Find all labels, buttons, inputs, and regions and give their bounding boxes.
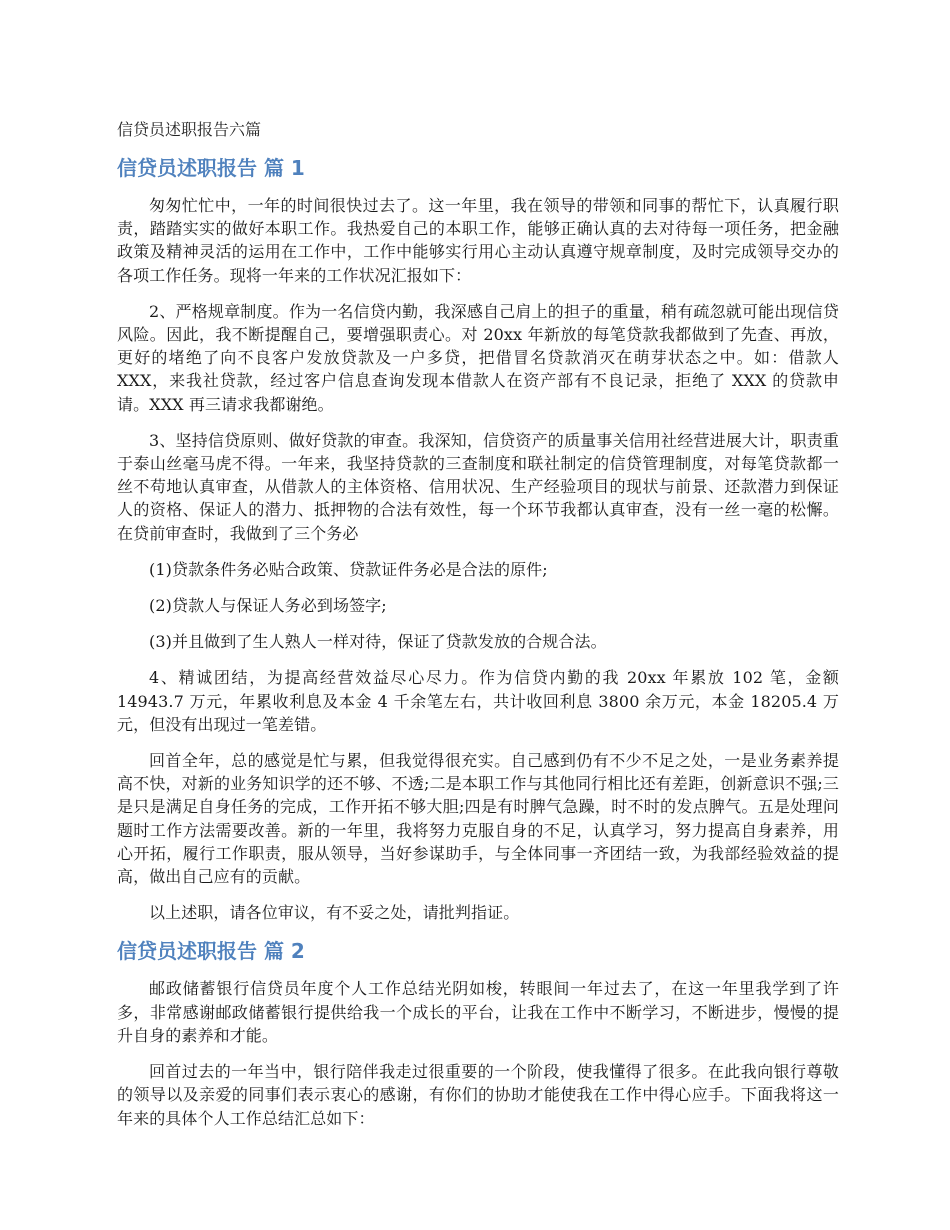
paragraph: 4、精诚团结，为提高经营效益尽心尽力。作为信贷内勤的我 20xx 年累放 102 笔，金额 14943.7 万元，年累收利息及本金 4 千余笔左右，共计收回利息 3800 余万元，本金 18205.4 万元，但没有出现过一笔差错。: [117, 668, 839, 734]
paragraph: 以上述职，请各位审议，有不妥之处，请批判指证。: [149, 903, 520, 923]
paragraph: 邮政储蓄银行信贷员年度个人工作总结光阴如梭，转眼间一年过去了，在这一年里我学到了许多，非常感谢邮政储蓄银行提供给我一个成长的平台，让我在工作中不断学习，不断进步，慢慢的提升自身的素养和才能。: [117, 979, 839, 1045]
paragraph: (3)并且做到了生人熟人一样对待，保证了贷款发放的合规合法。: [149, 632, 607, 652]
section-heading: 信贷员述职报告 篇 1: [117, 156, 305, 180]
paragraph: 3、坚持信贷原则、做好贷款的审查。我深知，信贷资产的质量事关信用社经营进展大计，职责重于泰山丝毫马虎不得。一年来，我坚持贷款的三查制度和联社制定的信贷管理制度，对每笔贷款都一丝不苟地认真审查，从借款人的主体资格、信用状况、生产经验项目的现状与前景、还款潜力到保证人的资格、保证人的潜力、抵押物的合法有效性，每一个环节我都认真审查，没有一丝一毫的松懈。在贷前审查时，我做到了三个务必: [117, 430, 839, 543]
paragraph: (1)贷款条件务必贴合政策、贷款证件务必是合法的原件;: [149, 559, 548, 579]
section-1: [117, 154, 839, 924]
section-heading: 信贷员述职报告 篇 2: [117, 939, 305, 964]
paragraph: (2)贷款人与保证人务必到场签字;: [149, 596, 387, 616]
paragraph: 2、严格规章制度。作为一名信贷内勤，我深感自己肩上的担子的重量，稍有疏忽就可能出现信贷风险。因此，我不断提醒自己，要增强职责心。对 20xx 年新放的每笔贷款我都做到了先查、再放，更好的堵绝了向不良客户发放贷款及一户多贷，把借冒名贷款消灭在萌芽状态之中。如：借款人 XXX，来我社贷款，经过客户信息查询发现本借款人在资产部有不良记录，拒绝了 XXX 的贷款申请。XXX 再三请求我都谢绝。: [117, 301, 839, 414]
document-page: [117, 118, 839, 1143]
paragraph: 回首全年，总的感觉是忙与累，但我觉得很充实。自己感到仍有不少不足之处，一是业务素养提高不快，对新的业务知识学的还不够、不透;二是本职工作与其他同行相比还有差距，创新意识不强;三是只是满足自身任务的完成，工作开拓不够大胆;四是有时脾气急躁，时不时的发点脾气。五是处理问题时工作方法需要改善。新的一年里，我将努力克服自身的不足，认真学习，努力提高自身素养，用心开拓，履行工作职责，服从领导，当好参谋助手，与全体同事一齐团结一致，为我部经验效益的提高，做出自己应有的贡献。: [117, 751, 839, 887]
document-title: 信贷员述职报告六篇: [117, 120, 262, 139]
paragraph: 回首过去的一年当中，银行陪伴我走过很重要的一个阶段，使我懂得了很多。在此我向银行尊敬的领导以及亲爱的同事们表示衷心的感谢，有你们的协助才能使我在工作中得心应手。下面我将这一年来的具体个人工作总结汇总如下：: [117, 1062, 839, 1128]
section-2: [117, 937, 839, 1129]
paragraph: 匆匆忙忙中，一年的时间很快过去了。这一年里，我在领导的带领和同事的帮忙下，认真履行职责，踏踏实实的做好本职工作。我热爱自己的本职工作，能够正确认真的去对待每一项任务，把金融政策及精神灵活的运用在工作中，工作中能够实行用心主动认真遵守规章制度，及时完成领导交办的各项工作任务。现将一年来的工作状况汇报如下：: [117, 196, 839, 285]
